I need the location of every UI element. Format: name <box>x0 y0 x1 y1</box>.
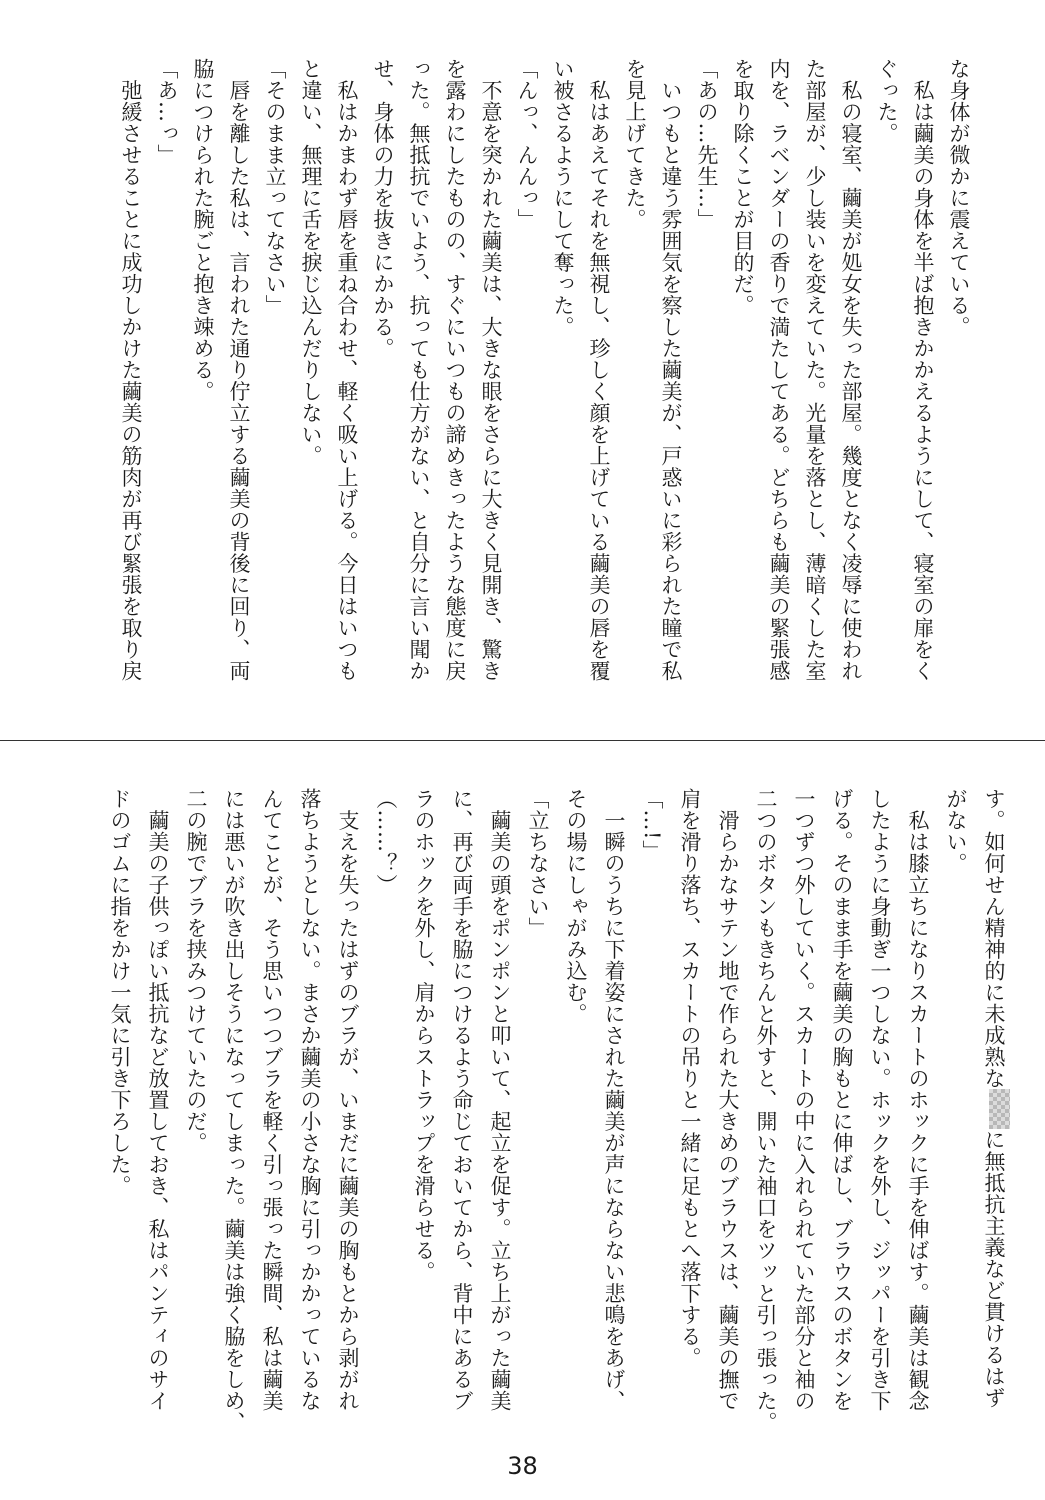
text-column: （……？） <box>374 788 398 896</box>
text-column: 脇につけられた腕ごと抱き竦める。 <box>191 58 215 402</box>
text-column: んてことが、そう思いつつブラを軽く引っ張った瞬間、私は繭美 <box>260 788 284 1412</box>
text-column: な身体が微かに震えている。 <box>947 58 971 338</box>
text-column: 肩を滑り落ち、スカートの吊りと一緒に足もとへ落下する。 <box>678 788 702 1369</box>
text-column: いつもと違う雰囲気を察した繭美が、戸惑いに彩られた瞳で私 <box>659 58 683 682</box>
text-column: と違い、無理に舌を捩じ込んだりしない。 <box>299 58 323 467</box>
censor-mosaic <box>989 1089 1010 1129</box>
text-column: 支えを失ったはずのブラが、いまだに繭美の胸もとから剥がれ <box>336 788 360 1412</box>
text-column: したように身動ぎ一つしない。ホックを外し、ジッパーを引き下 <box>868 788 892 1412</box>
text-column: を見上げてきた。 <box>623 58 647 230</box>
text-column: を取り除くことが目的だ。 <box>731 58 755 316</box>
lower-text-block <box>101 788 1013 1433</box>
text-column: 私の寝室、繭美が処女を失った部屋。幾度となく凌辱に使われ <box>839 58 863 682</box>
text-column: 「…!」 <box>640 788 664 862</box>
text-column: に、再び両手を脇につけるよう命じておいてから、背中にあるブ <box>450 788 474 1412</box>
text-column: 「立ちなさい」 <box>526 788 550 939</box>
text-column: がない。 <box>944 788 968 874</box>
text-column: ぐった。 <box>875 58 899 144</box>
upper-text-block <box>113 58 977 738</box>
text-column: その場にしゃがみ込む。 <box>564 788 588 1025</box>
text-column: 繭美の子供っぽい抵抗など放置しておき、私はパンティのサイ <box>146 788 170 1412</box>
text-column: 弛緩させることに成功しかけた繭美の筋肉が再び緊張を取り戻 <box>119 58 143 682</box>
text-column: 落ちようとしない。まさか繭美の小さな胸に引っかかっているな <box>298 788 322 1412</box>
text-column: 二の腕でブラを挟みつけていたのだ。 <box>184 788 208 1154</box>
text-column: 「あの…先生…」 <box>695 58 719 230</box>
text-column: せ、身体の力を抜きにかかる。 <box>371 58 395 359</box>
text-column: 私は繭美の身体を半ば抱きかかえるようにして、寝室の扉をく <box>911 58 935 682</box>
text-column: 一瞬のうちに下着姿にされた繭美が声にならない悲鳴をあげ、 <box>602 788 626 1412</box>
text-column: った。無抵抗でいよう、抗っても仕方がない、と自分に言い聞か <box>407 58 431 682</box>
page-number: 38 <box>507 1452 538 1480</box>
text-column: 一つずつ外していく。スカートの中に入れられていた部分と袖の <box>792 788 816 1412</box>
text-column: ラのホックを外し、肩からストラップを滑らせる。 <box>412 788 436 1283</box>
text-column: 唇を離した私は、言われた通り佇立する繭美の背後に回り、両 <box>227 58 251 682</box>
text-column: 不意を突かれた繭美は、大きな眼をさらに大きく見開き、驚き <box>479 58 503 682</box>
text-column: た部屋が、少し装いを変えていた。光量を落とし、薄暗くした室 <box>803 58 827 682</box>
text-column: す。如何せん精神的に未成熟なに無抵抗主義など貫けるはず <box>975 788 1013 1428</box>
text-column: げる。そのまま手を繭美の胸もとに伸ばし、ブラウスのボタンを <box>830 788 854 1412</box>
text-column: には悪いが吹き出しそうになってしまった。繭美は強く脇をしめ、 <box>222 788 246 1433</box>
text-column: 私はかまわず唇を重ね合わせ、軽く吸い上げる。今日はいつも <box>335 58 359 682</box>
text-column: を露わにしたものの、すぐにいつもの諦めきったような態度に戻 <box>443 58 467 682</box>
text-column: 「んっ、んんっ」 <box>515 58 539 230</box>
text-column: ドのゴムに指をかけ一気に引き下ろした。 <box>108 788 132 1197</box>
text-column: 私はあえてそれを無視し、珍しく顔を上げている繭美の唇を覆 <box>587 58 611 682</box>
text-column: 滑らかなサテン地で作られた大きめのブラウスは、繭美の撫で <box>716 788 740 1412</box>
text-column: 内を、ラベンダーの香りで満たしてある。どちらも繭美の緊張感 <box>767 58 791 682</box>
text-column: い被さるようにして奪った。 <box>551 58 575 338</box>
text-column: 私は膝立ちになりスカートのホックに手を伸ばす。繭美は観念 <box>906 788 930 1412</box>
text-column: 「そのまま立ってなさい」 <box>263 58 287 316</box>
section-divider <box>0 740 1045 741</box>
text-column: 繭美の頭をポンポンと叩いて、起立を促す。立ち上がった繭美 <box>488 788 512 1412</box>
text-column: 「あ…っ」 <box>155 58 179 166</box>
text-column: 二つのボタンもきちんと外すと、開いた袖口をツッと引っ張った。 <box>754 788 778 1433</box>
